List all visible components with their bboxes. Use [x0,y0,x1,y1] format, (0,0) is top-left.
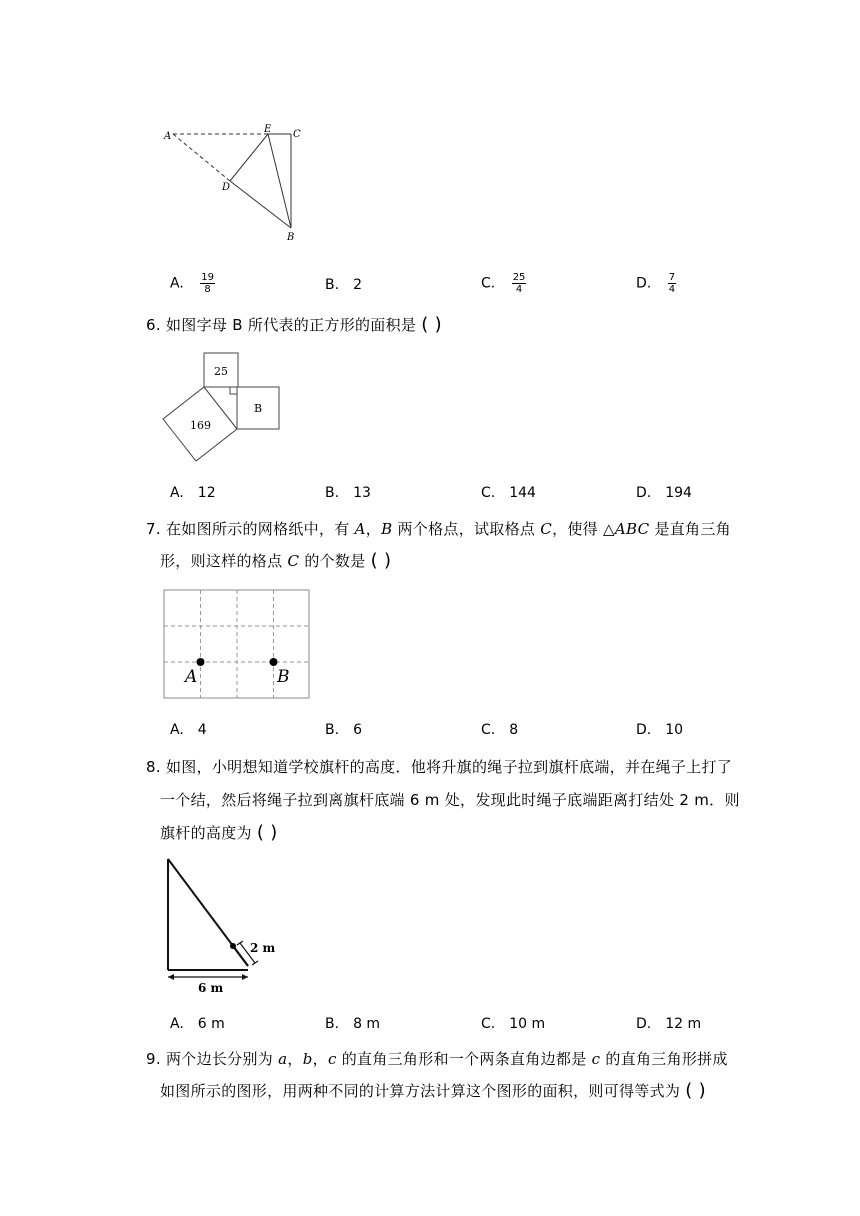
q9-line-2 [160,1080,706,1101]
denominator: 4 [515,284,523,295]
q8-line-2: 一个结，然后将绳子拉到离旗杆底端 6 m 处，发现此时绳子底端距离打结处 2 m．则 [160,791,740,809]
q7-line-1 [146,518,731,539]
q5-label-c: C [293,129,301,140]
option-letter: B. [325,1016,340,1032]
option-value: 6 [353,722,362,738]
answer-paren: ( ) [256,822,278,843]
q7-text-6: 的个数是 [299,552,366,570]
q7-option-a[interactable] [170,722,207,738]
option-letter: A. [170,1016,184,1032]
q6-label-25: 25 [214,365,228,378]
option-letter: B. [325,485,340,501]
var-b: b [302,1050,313,1068]
option-value: 6 m [197,1016,225,1032]
q5-label-d: D [222,182,231,193]
option-letter: C. [481,1016,496,1032]
q8-line-1: 8. 如图，小明想知道学校旗杆的高度．他将升旗的绳子拉到旗杆底端，并在绳子上打了 [146,758,733,776]
var-a: A [354,520,366,538]
option-letter: A. [170,485,184,501]
q6-option-d[interactable] [636,485,692,501]
q6-option-c[interactable] [481,485,536,501]
q8-line-3 [160,822,278,843]
option-value: 13 [353,485,371,501]
numerator: 7 [668,272,676,283]
option-value: 8 m [353,1016,381,1032]
option-value: 144 [509,485,536,501]
option-letter: B. [325,722,340,738]
q5-option-c[interactable] [481,272,526,295]
q6-option-a[interactable] [170,485,216,501]
q6-figure [160,350,285,465]
q8-option-d[interactable] [636,1016,701,1032]
answer-paren: ( ) [370,550,392,571]
point-b [270,658,278,666]
option-letter: A. [170,722,184,738]
q8-option-a[interactable] [170,1016,225,1032]
option-value: 4 [197,722,207,738]
q8-option-c[interactable] [481,1016,545,1032]
option-letter: D. [636,275,652,292]
q5-option-b[interactable] [325,277,362,293]
q9-line-1 [146,1048,728,1069]
answer-paren: ( ) [421,314,442,335]
q7-option-b[interactable] [325,722,362,738]
q7-line-2 [160,550,391,571]
var-c: c [327,1050,337,1068]
q9-text-2: 的直角三角形和一个两条直角边都是 [336,1050,592,1068]
q7-text-1: 7. 在如图所示的网格纸中，有 [146,520,355,538]
comma: ， [287,1050,303,1068]
option-value: 12 [197,485,216,501]
denominator: 4 [668,284,676,295]
option-letter: B. [325,277,340,293]
q5-label-b: B [287,232,295,243]
q5-label-a: A [164,131,172,142]
option-value: 2 [353,277,362,293]
q6-stem: 6. 如图字母 B 所代表的正方形的面积是 [146,316,417,334]
q5-option-d[interactable] [636,272,676,295]
point-a [197,658,205,666]
option-letter: D. [636,1016,652,1032]
q6-label-169: 169 [190,419,211,432]
option-letter: D. [636,485,652,501]
numerator: 25 [512,272,526,283]
option-value: 10 m [509,1016,546,1032]
var-a: a [278,1050,288,1068]
var-b: B [381,520,393,538]
q8-label-2m: 2 m [250,941,276,955]
q8-label-6m: 6 m [198,981,224,995]
option-value: 10 [665,722,684,738]
q5-label-e: E [264,124,272,135]
option-letter: A. [170,275,184,292]
q7-text-4: 是直角三角 [649,520,731,538]
var-c: C [540,520,553,538]
q7-text-3: ，使得 △ [552,520,615,538]
comma: ， [312,1050,328,1068]
q6-label-b: B [254,402,263,415]
numerator: 19 [201,272,214,283]
option-value: 8 [509,722,519,738]
fraction [668,272,676,295]
q8-text-3: 旗杆的高度为 [160,824,252,842]
q8-option-b[interactable] [325,1016,380,1032]
q7-option-c[interactable] [481,722,518,738]
var-c: c [591,1050,601,1068]
answer-paren: ( ) [685,1080,706,1101]
option-value: 194 [665,485,692,501]
q5-option-a[interactable] [170,272,215,295]
option-letter: D. [636,722,652,738]
q5-figure [160,122,310,247]
knot-dot [230,943,236,949]
q9-text-1: 9. 两个边长分别为 [146,1050,279,1068]
var-abc: ABC [614,520,650,538]
q6-option-b[interactable] [325,485,371,501]
option-letter: C. [481,485,496,501]
option-letter: C. [481,275,496,292]
fraction [200,272,215,295]
q7-text-5: 形，则这样的格点 [160,552,288,570]
q7-label-a: A [185,667,198,687]
var-c: C [287,552,300,570]
denominator: 8 [204,284,211,295]
q7-option-d[interactable] [636,722,683,738]
q9-text-3: 的直角三角形拼成 [600,1050,728,1068]
option-letter: C. [481,722,496,738]
option-value: 12 m [665,1016,702,1032]
q7-label-b: B [277,667,290,687]
fraction [512,272,527,295]
q7-grid-figure [163,589,311,701]
q9-text-4: 如图所示的图形，用两种不同的计算方法计算这个图形的面积，则可得等式为 [160,1082,681,1100]
comma: ， [365,520,382,538]
q6-text [146,314,442,335]
q8-flagpole-figure [160,855,285,1005]
q7-text-2: 两个格点，试取格点 [392,520,541,538]
